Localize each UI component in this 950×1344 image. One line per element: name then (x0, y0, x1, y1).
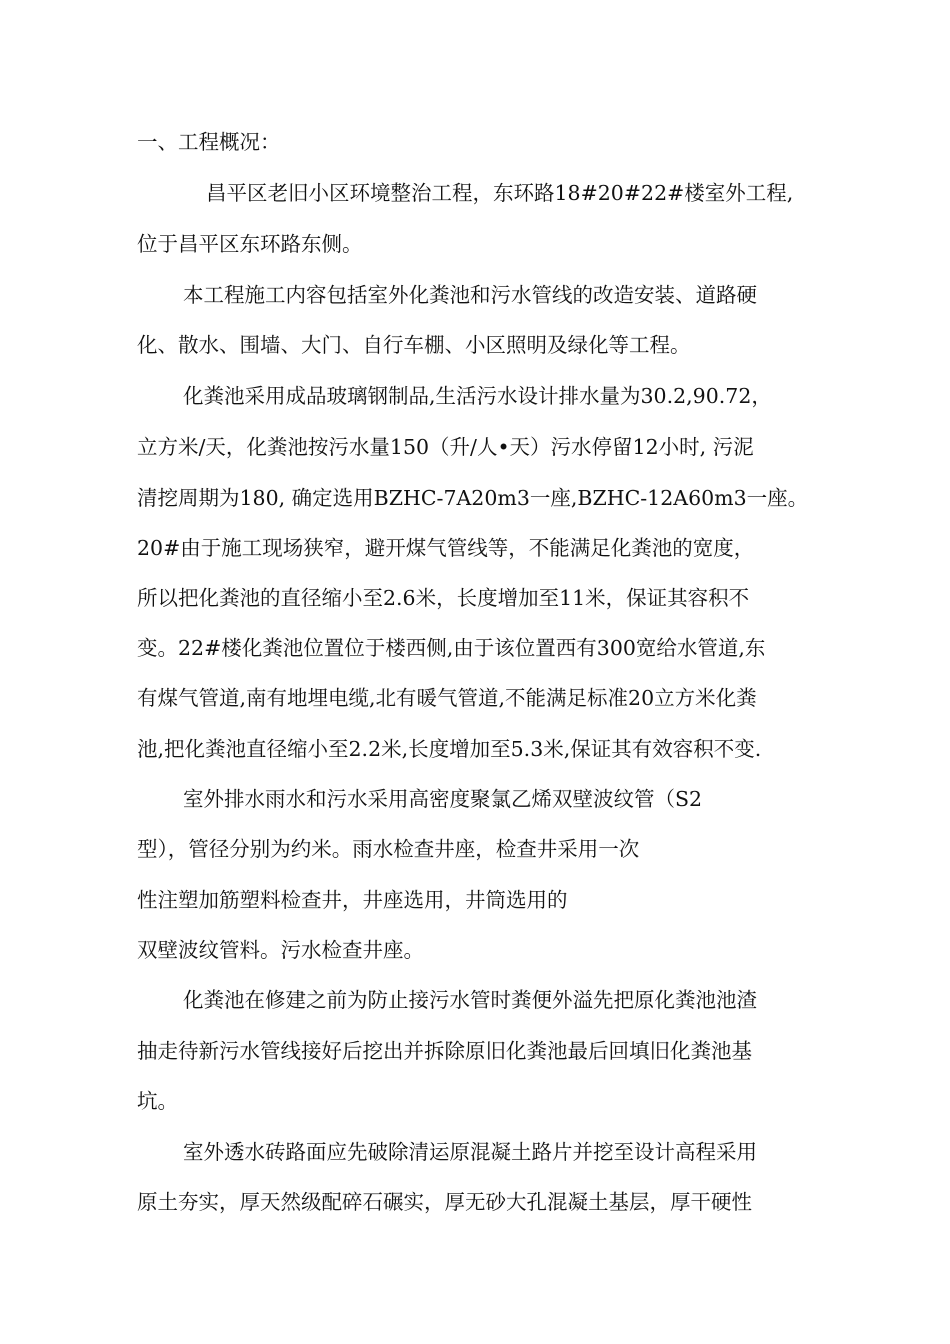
paragraph-line: 所以把化粪池的直径缩小至2.6米，长度增加至11米，保证其容积不 (137, 586, 750, 610)
paragraph-line: 化粪池采用成品玻璃钢制品,生活污水设计排水量为30.2,90.72， (183, 384, 772, 408)
paragraph-line: 室外排水雨水和污水采用高密度聚氯乙烯双壁波纹管（S2 (183, 787, 703, 811)
paragraph-line: 双壁波纹管料。污水检查井座。 (137, 938, 424, 962)
paragraph-line: 变。22#楼化粪池位置位于楼西侧,由于该位置西有300宽给水管道,东 (137, 636, 766, 660)
paragraph-line: 20#由于施工现场狭窄，避开煤气管线等，不能满足化粪池的宽度， (137, 536, 755, 560)
paragraph-line: 池,把化粪池直径缩小至2.2米,长度增加至5.3米,保证其有效容积不变. (137, 737, 762, 761)
paragraph-line: 化、散水、围墙、大门、自行车棚、小区照明及绿化等工程。 (137, 333, 691, 357)
paragraph-line: 型），管径分别为约米。雨水检查井座，检查井采用一次 (137, 837, 640, 861)
paragraph-line: 清挖周期为180, 确定选用BZHC-7A20m3一座,BZHC-12A60m3一座。 (137, 486, 809, 510)
paragraph-line: 化粪池在修建之前为防止接污水管时粪便外溢先把原化粪池池渣 (183, 988, 757, 1012)
paragraph-line: 抽走待新污水管线接好后挖出并拆除原旧化粪池最后回填旧化粪池基 (137, 1039, 752, 1063)
paragraph-line: 坑。 (137, 1089, 178, 1113)
paragraph-line: 性注塑加筋塑料检查井，井座选用，井筒选用的 (137, 888, 568, 912)
paragraph-line: 立方米/天，化粪池按污水量150（升/人•天）污水停留12小时, 污泥 (137, 435, 754, 459)
paragraph-line: 位于昌平区东环路东侧。 (137, 232, 363, 256)
paragraph-line: 本工程施工内容包括室外化粪池和污水管线的改造安装、道路硬 (183, 283, 757, 307)
paragraph-line: 原土夯实，厚天然级配碎石碾实，厚无砂大孔混凝土基层，厚干硬性 (137, 1190, 752, 1214)
paragraph-line: 室外透水砖路面应先破除清运原混凝土路片并挖至设计高程采用 (183, 1140, 757, 1164)
paragraph-line: 昌平区老旧小区环境整治工程，东环路18#20#22#楼室外工程, (206, 181, 794, 205)
paragraph-line: 有煤气管道,南有地埋电缆,北有暖气管道,不能满足标准20立方米化粪 (137, 686, 757, 710)
section-heading: 一、工程概况： (137, 130, 281, 154)
